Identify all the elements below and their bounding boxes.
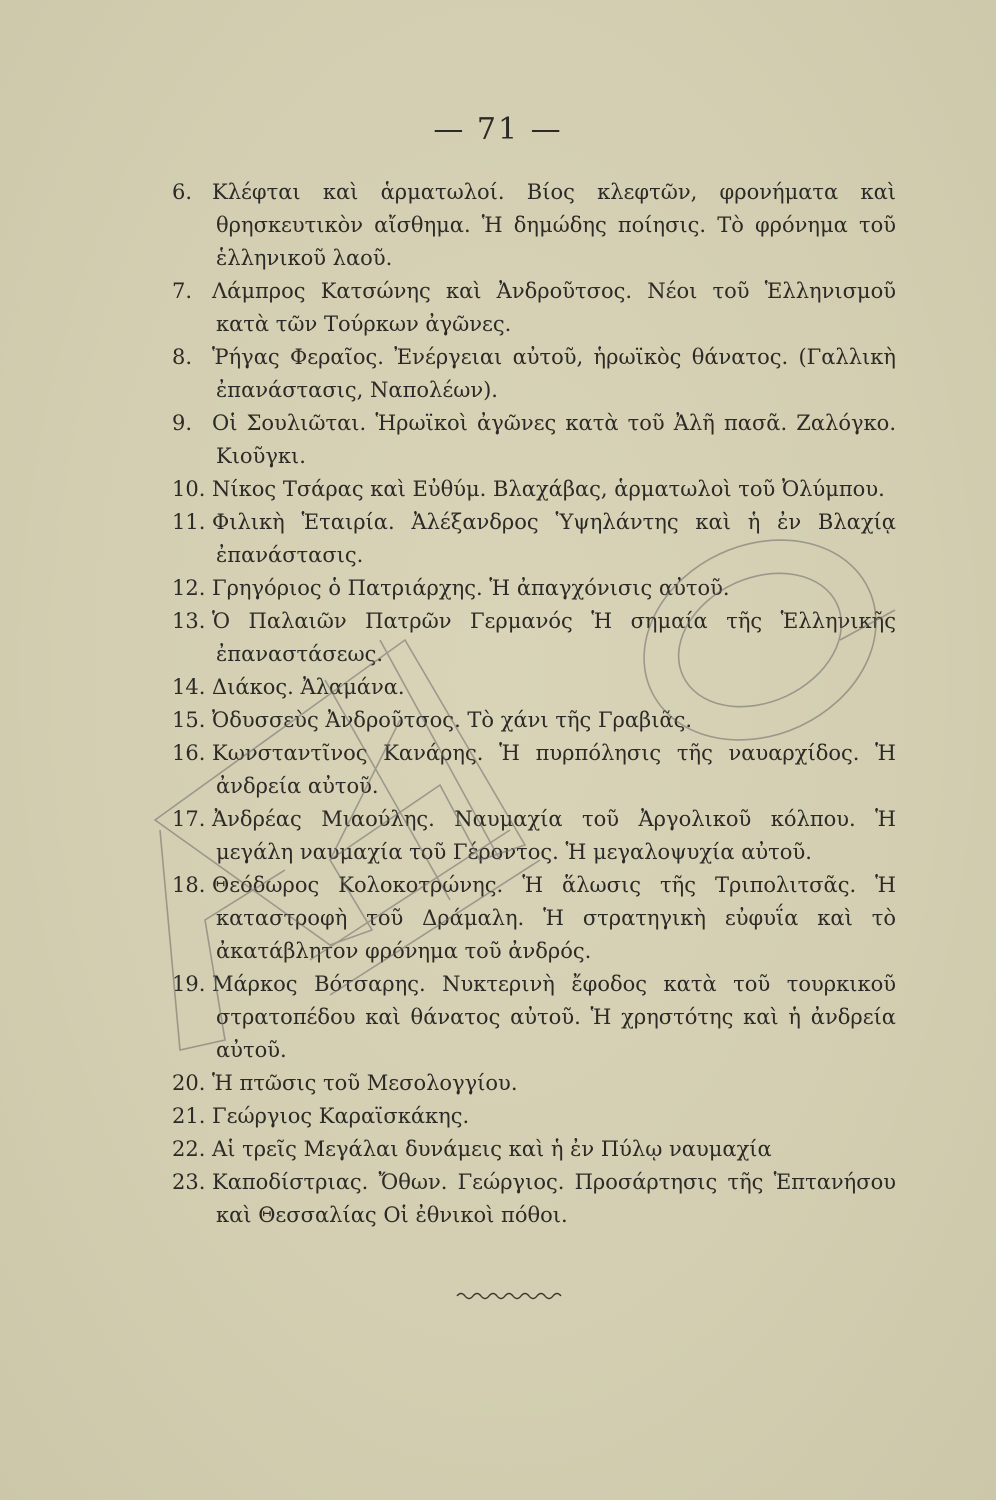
list-item <box>172 605 896 671</box>
entry-text: Κλέφται καὶ ἁρματωλοί. Βίος κλεφτῶν, φρονήματα καὶ θρησκευτικὸν αἴσθημα. Ἡ δημώδης ποίησις. Τὸ φρόνημα τοῦ ἑλληνικοῦ λαοῦ. <box>212 180 896 270</box>
entry-text: Διάκος. Ἀλαμάνα. <box>212 675 405 699</box>
entry-number: 22. <box>172 1137 206 1161</box>
list-item <box>172 176 896 275</box>
table-of-contents-list <box>172 176 896 1232</box>
entry-number: 11. <box>172 510 206 534</box>
list-item <box>172 572 896 605</box>
list-item <box>172 968 896 1067</box>
list-item <box>172 671 896 704</box>
entry-text: Ῥήγας Φεραῖος. Ἐνέργειαι αὐτοῦ, ἡρωϊκὸς θάνατος. (Γαλλικὴ ἐπανάστασις, Ναπολέων). <box>212 345 896 402</box>
entry-text: Οἱ Σουλιῶται. Ἡρωϊκοὶ ἀγῶνες κατὰ τοῦ Ἀλῆ πασᾶ. Ζαλόγκο. Κιοῦγκι. <box>212 411 896 468</box>
entry-number: 19. <box>172 972 206 996</box>
entry-number: 13. <box>172 609 206 633</box>
entry-text: Ὁ Παλαιῶν Πατρῶν Γερμανός Ἡ σημαία τῆς Ἑλληνικῆς ἐπαναστάσεως. <box>212 609 896 666</box>
list-item <box>172 1067 896 1100</box>
list-item <box>172 1166 896 1232</box>
list-item <box>172 506 896 572</box>
decorative-flourish <box>455 1288 565 1304</box>
list-item <box>172 407 896 473</box>
entry-text: Λάμπρος Κατσώνης καὶ Ἀνδροῦτσος. Νέοι τοῦ Ἑλληνισμοῦ κατὰ τῶν Τούρκων ἀγῶνες. <box>212 279 896 336</box>
entry-text: Ἡ πτῶσις τοῦ Μεσολογγίου. <box>212 1071 518 1095</box>
entry-number: 17. <box>172 807 206 831</box>
entry-number: 20. <box>172 1071 206 1095</box>
entry-number: 23. <box>172 1170 206 1194</box>
list-item <box>172 275 896 341</box>
list-item <box>172 341 896 407</box>
list-item <box>172 803 896 869</box>
list-item <box>172 869 896 968</box>
list-item <box>172 1133 896 1166</box>
entry-text: Νίκος Τσάρας καὶ Εὐθύμ. Βλαχάβας, ἁρματωλοὶ τοῦ Ὀλύμπου. <box>212 477 885 501</box>
entry-text: Θεόδωρος Κολοκοτρώνης. Ἡ ἅλωσις τῆς Τριπολιτσᾶς. Ἡ καταστροφὴ τοῦ Δράμαλη. Ἡ στρατηγικὴ εὐφυΐα καὶ τὸ ἀκατάβλητον φρόνημα τοῦ ἀνδρός. <box>212 873 896 963</box>
entry-text: Ὀδυσσεὺς Ἀνδροῦτσος. Τὸ χάνι τῆς Γραβιᾶς. <box>212 708 693 732</box>
list-item <box>172 704 896 737</box>
entry-text: Ἀνδρέας Μιαούλης. Ναυμαχία τοῦ Ἀργολικοῦ κόλπου. Ἡ μεγάλη ναυμαχία τοῦ Γέροντος. Ἡ μεγαλοψυχία αὐτοῦ. <box>212 807 896 864</box>
entry-text: Αἱ τρεῖς Μεγάλαι δυνάμεις καὶ ἡ ἐν Πύλῳ ναυμαχία <box>212 1137 772 1161</box>
entry-number: 10. <box>172 477 206 501</box>
entry-number: 8. <box>172 345 193 369</box>
list-item <box>172 473 896 506</box>
entry-text: Γεώργιος Καραϊσκάκης. <box>212 1104 470 1128</box>
entry-number: 14. <box>172 675 206 699</box>
page-number: — 71 — <box>433 112 563 147</box>
entry-text: Φιλικὴ Ἑταιρία. Ἀλέξανδρος Ὑψηλάντης καὶ ἡ ἐν Βλαχίᾳ ἐπανάστασις. <box>212 510 896 567</box>
entry-text: Καποδίστριας. Ὄθων. Γεώργιος. Προσάρτησις τῆς Ἑπτανήσου καὶ Θεσσαλίας Οἱ ἐθνικοὶ πόθοι. <box>212 1170 896 1227</box>
entry-number: 12. <box>172 576 206 600</box>
list-item <box>172 1100 896 1133</box>
entry-number: 15. <box>172 708 206 732</box>
entry-text: Γρηγόριος ὁ Πατριάρχης. Ἡ ἀπαγχόνισις αὐτοῦ. <box>212 576 730 600</box>
entry-number: 6. <box>172 180 193 204</box>
entry-text: Μάρκος Βότσαρης. Νυκτερινὴ ἔφοδος κατὰ τοῦ τουρκικοῦ στρατοπέδου καὶ θάνατος αὐτοῦ. Ἡ χρηστότης καὶ ἡ ἀνδρεία αὐτοῦ. <box>212 972 896 1062</box>
entry-number: 7. <box>172 279 193 303</box>
list-item <box>172 737 896 803</box>
entry-number: 21. <box>172 1104 206 1128</box>
entry-number: 9. <box>172 411 193 435</box>
entry-number: 18. <box>172 873 206 897</box>
entry-text: Κωνσταντῖνος Κανάρης. Ἡ πυρπόλησις τῆς ναυαρχίδος. Ἡ ἀνδρεία αὐτοῦ. <box>212 741 896 798</box>
entry-number: 16. <box>172 741 206 765</box>
